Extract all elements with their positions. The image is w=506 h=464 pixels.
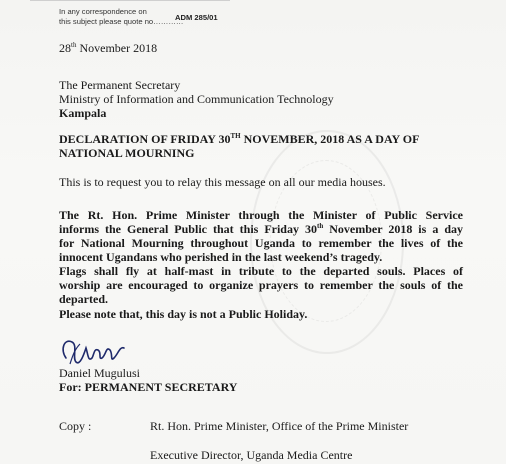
body-line-4: innocent Ugandans who perished in the last weekend’s tragedy.	[59, 250, 383, 264]
date-rest: November 2018	[76, 41, 158, 55]
body-line-7: departed.	[59, 292, 108, 306]
signatory-for	[59, 380, 237, 395]
request-text: This is to request you to relay this message on all our media houses.	[59, 175, 386, 189]
body-line-2b: November 2018 is a day	[323, 222, 463, 236]
subject-line-2: NATIONAL MOURNING	[59, 146, 195, 160]
recipient-line-3: Kampala	[59, 106, 107, 120]
recipient-line-2: Ministry of Information and Communication Technology	[59, 92, 334, 106]
subject-sup: TH	[230, 132, 241, 140]
body-line-1: The Rt. Hon. Prime Minister through the Minister of Public Service	[59, 208, 463, 222]
date-day: 28	[59, 41, 71, 55]
subject-line-1	[59, 132, 419, 147]
signatory-name: Daniel Mugulusi	[59, 366, 140, 380]
date-suffix: th	[71, 41, 77, 49]
reference-code: ADM 285/01	[175, 13, 218, 22]
for-title: PERMANENT SECRETARY	[84, 380, 238, 394]
copy-label: Copy :	[59, 419, 92, 433]
subject-part-2: NOVEMBER, 2018 AS A DAY OF	[240, 132, 420, 146]
letter-date	[59, 41, 157, 56]
body-line-3: for National Mourning throughout Uganda to remember the lives of the	[59, 236, 463, 250]
reference-note	[59, 7, 184, 27]
body-line-2a: informs the General Public that this Friday 30	[59, 222, 317, 236]
copy-item-1: Rt. Hon. Prime Minister, Office of the Prime Minister	[150, 419, 409, 433]
for-label: For:	[59, 380, 82, 394]
recipient-line-1: The Permanent Secretary	[59, 78, 181, 92]
body-line-6: worship are encouraged to organize prayers to remember the souls of the	[59, 278, 463, 292]
copy-item-2: Executive Director, Uganda Media Centre	[150, 448, 353, 462]
subject-part-1: DECLARATION OF FRIDAY 30	[59, 132, 231, 146]
reference-line-1: In any correspondence on	[59, 7, 147, 16]
body-line-5: Flags shall fly at half-mast in tribute to the departed souls. Places of	[59, 264, 463, 278]
body-line-8: Please note that, this day is not a Public Holiday.	[59, 307, 308, 321]
body-line-2	[59, 222, 463, 237]
top-rule	[30, 0, 230, 1]
reference-line-2: this subject please quote no…………	[59, 17, 184, 26]
body-line-2-sup: th	[316, 222, 324, 230]
